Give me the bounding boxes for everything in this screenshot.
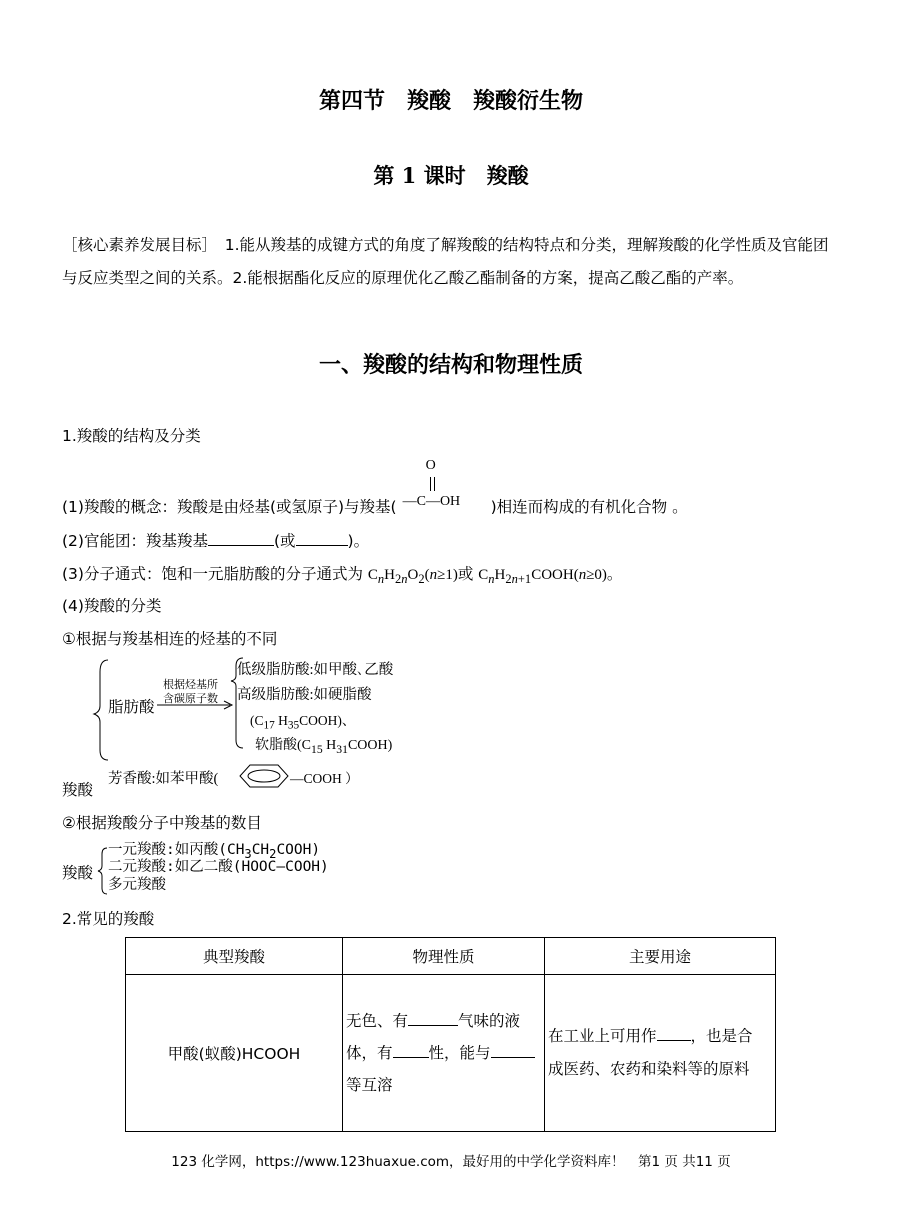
heading-structure-properties: 一、羧酸的结构和物理性质 (318, 352, 583, 378)
tree-aromatic-cooh: —COOH ） (290, 771, 359, 786)
count-root-carboxylic-acid: 羧酸 (62, 864, 94, 882)
answer-blank[interactable] (208, 531, 274, 546)
carboxyl-structure (397, 458, 491, 512)
classification-by-hydrocarbon-title: ①根据与羧基相连的烃基的不同 (62, 630, 278, 648)
subsection-common-acids: 2.常见的羧酸 (62, 910, 155, 928)
prop-text-1: 无色、有 (346, 1012, 409, 1030)
concept-prefix: (1)羧酸的概念：羧酸是由烃基(或氢原子)与羧基( (62, 498, 397, 516)
answer-blank[interactable] (491, 1043, 535, 1058)
carboxyl-chain: —C—OH (402, 494, 461, 509)
arrow-label-top: 根据烃基所 (163, 678, 218, 691)
functional-group-middle: (或 (273, 532, 296, 550)
tree-stearic-acid-formula: ($C_{17}$ $H_{35}COOH$)、 (250, 713, 356, 732)
use-text-3: 成医药、农药和染料等的原料 (548, 1060, 750, 1078)
benzene-inner-ring (248, 770, 280, 782)
general-formula-end: 。 (606, 565, 623, 583)
answer-blank[interactable] (296, 531, 348, 546)
carboxyl-double-bond-2 (434, 477, 436, 491)
table-cell-properties (343, 975, 545, 1132)
tree-low-fatty-acid: 低级脂肪酸:如甲酸､乙酸 (237, 662, 394, 678)
classification-title: (4)羧酸的分类 (62, 597, 162, 615)
benzene-ring (232, 762, 298, 790)
prop-text-4: 性，能与 (428, 1044, 491, 1062)
answer-blank[interactable] (393, 1043, 429, 1058)
arrow-label-bottom: 含碳原子数 (163, 692, 218, 705)
count-brace-path (98, 848, 107, 894)
section-title: 第四节 羧酸 羧酸衍生物 (318, 88, 583, 114)
use-text-1: 在工业上可用作 (548, 1027, 657, 1045)
prop-text-5: 等互溶 (346, 1076, 393, 1094)
di-carboxylic-acid: 二元羧酸:如乙二酸(HOOC—COOH) (108, 859, 329, 875)
formula-cnh2no2: $C_nH_{2n}O_2(n\ge 1)$ (367, 567, 458, 586)
use-text-2: ，也是合 (690, 1027, 753, 1045)
carboxylic-acid-concept (62, 458, 688, 517)
table-header-row (126, 938, 776, 975)
functional-group-prefix: (2)官能团：羧基羧基 (62, 532, 208, 550)
carboxyl-double-bond (430, 477, 432, 491)
learning-objectives: ［核心素养发展目标］ 1.能从羧基的成键方式的角度了解羧酸的结构特点和分类，理解羧酸的化学性质及官能团与反应类型之间的关系。2.能根据酯化反应的原理优化乙酸乙酯制备的方案，提高乙酸乙酯的产率。 (62, 236, 829, 287)
carboxyl-oxygen: O (425, 458, 436, 473)
table-header-physical-properties: 物理性质 (343, 938, 545, 975)
table-cell-formic-acid: 甲酸(蚁酸)HCOOH (126, 975, 343, 1132)
formula-cnh2n1cooh: $C_nH_{2n+1}COOH(n\ge 0)$ (478, 567, 607, 586)
table-header-main-uses: 主要用途 (545, 938, 776, 975)
concept-suffix: )相连而构成的有机化合物 。 (490, 498, 688, 516)
common-acids-table (125, 937, 776, 1132)
outer-brace (94, 660, 108, 760)
table-header-typical-acid: 典型羧酸 (126, 938, 343, 975)
table-row (126, 975, 776, 1132)
tree-aromatic-acid: 芳香酸:如苯甲酸( (108, 771, 219, 787)
tree-high-fatty-acid: 高级脂肪酸:如硬脂酸 (237, 687, 372, 703)
answer-blank[interactable] (657, 1026, 691, 1041)
classification-by-count-title: ②根据羧酸分子中羧基的数目 (62, 814, 262, 832)
general-formula-prefix: (3)分子通式：饱和一元脂肪酸的分子通式为 (62, 565, 368, 583)
table-cell-uses (545, 975, 776, 1132)
tree-fatty-acid: 脂肪酸 (108, 698, 155, 716)
functional-group-suffix: )。 (347, 532, 370, 550)
general-formula (62, 562, 622, 587)
tree-palmitic-acid: 软脂酸($C_{15}$ $H_{31}COOH$) (255, 738, 393, 756)
answer-blank[interactable] (408, 1011, 458, 1026)
benzene-hexagon (240, 765, 288, 787)
tree-root-carboxylic-acid: 羧酸 (62, 781, 94, 799)
prop-text-3: 体，有 (346, 1044, 393, 1062)
prop-text-2: 气味的液 (458, 1012, 521, 1030)
lesson-title: 第 1 课时 羧酸 (373, 163, 529, 188)
subsection-structure-classification: 1.羧酸的结构及分类 (62, 427, 201, 445)
poly-carboxylic-acid: 多元羧酸 (108, 877, 166, 893)
mono-carboxylic-acid: 一元羧酸:如丙酸$(CH_3CH_2COOH)$ (108, 842, 321, 861)
page-footer: 123 化学网，https://www.123huaxue.com，最好用的中学化学资料库！ 第1 页 共11 页 (171, 1154, 731, 1170)
general-formula-or: 或 (457, 565, 479, 583)
functional-group (62, 529, 369, 551)
